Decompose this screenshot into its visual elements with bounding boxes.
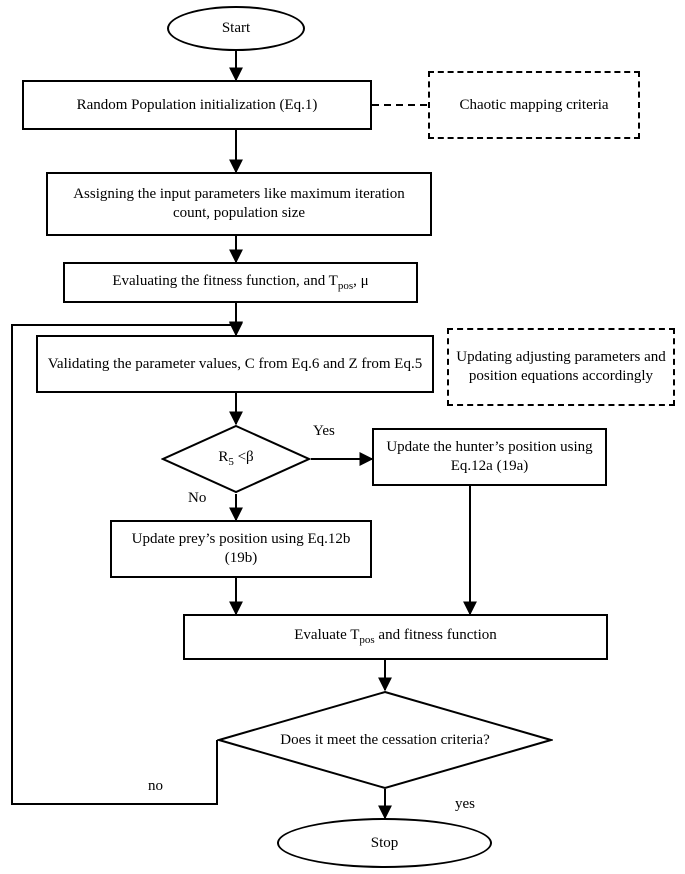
node-random-population-init (22, 80, 372, 130)
note-updating-parameters-label: Updating adjusting parameters and position equations accordingly (456, 349, 666, 384)
node-update-prey-label: Update prey’s position using Eq.12b (19b) (131, 531, 351, 566)
node-assign-parameters-label: Assigning the input parameters like maximum iteration count, population size (73, 186, 405, 221)
decision-cessation-criteria (217, 690, 553, 790)
node-update-hunter-label: Update the hunter’s position using Eq.12a (19a) (386, 439, 593, 474)
node-update-hunter (372, 428, 607, 486)
node-start-label: Start (221, 20, 251, 37)
node-evaluate-fitness-tail: , μ (353, 272, 369, 289)
node-evaluate-tpos (183, 614, 608, 660)
edge-label-yes-bottom: yes (455, 796, 475, 812)
node-validate-parameters-label: Validating the parameter values, C from Eq.6 and Z from Eq.5 (47, 355, 423, 372)
node-evaluate-fitness-subscript: pos (337, 279, 354, 292)
note-updating-parameters (447, 328, 675, 406)
decision-r5-text: R (218, 449, 229, 466)
node-stop (277, 818, 492, 868)
node-validate-parameters (36, 335, 434, 393)
node-evaluate-tpos-tail: and fitness function (374, 627, 497, 644)
node-evaluate-fitness-label (106, 272, 374, 294)
node-evaluate-fitness (63, 262, 418, 303)
node-evaluate-tpos-text: Evaluate T (294, 627, 360, 644)
node-update-prey (110, 520, 372, 578)
decision-r5-beta (161, 424, 311, 494)
note-chaotic-mapping-label: Chaotic mapping criteria (459, 96, 609, 113)
node-random-population-init-label: Random Population initialization (Eq.1) (76, 96, 318, 113)
node-assign-parameters (46, 172, 432, 236)
node-evaluate-tpos-subscript: pos (359, 634, 375, 647)
node-evaluate-tpos-label (288, 626, 502, 648)
decision-r5-subscript: 5 (228, 456, 234, 469)
edge-label-no-left: No (188, 490, 207, 506)
decision-r5-beta-label (161, 424, 311, 494)
node-start (167, 6, 305, 51)
node-evaluate-fitness-text: Evaluating the fitness function, and T (112, 272, 338, 289)
decision-cessation-label: Does it meet the cessation criteria? (280, 731, 490, 748)
decision-r5-tail: <β (233, 449, 254, 466)
edge-label-no-bottom: no (148, 778, 163, 794)
note-chaotic-mapping (428, 71, 640, 139)
edge-label-yes-top: Yes (313, 423, 335, 439)
node-stop-label: Stop (370, 834, 399, 851)
